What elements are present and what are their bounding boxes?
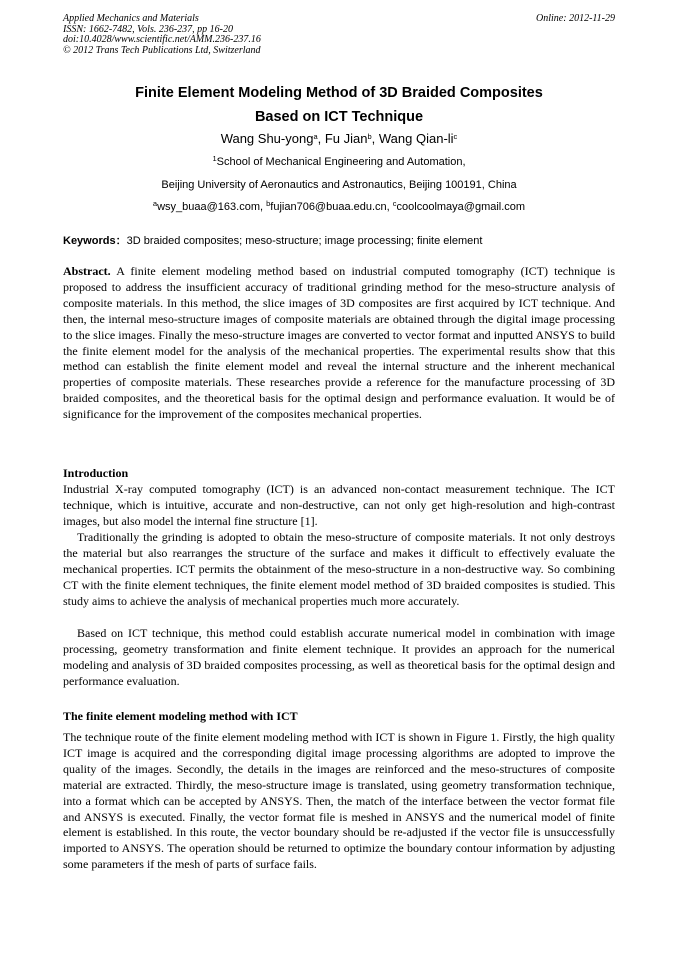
- journal-header: [63, 14, 615, 56]
- email-b-mark: b: [266, 199, 271, 208]
- affiliation-line-2: Beijing University of Aeronautics and Astronautics, Beijing 100191, China: [161, 179, 517, 191]
- author-3-mark: c: [453, 132, 458, 141]
- keywords: [63, 234, 615, 249]
- introduction-paragraph-2: Traditionally the grinding is adopted to obtain the meso-structure of composite materials. It not only destroys the material but also rearranges the structure of the surface and makes it difficult to effectively evaluate the mechanical properties. ICT permits the obtainment of the meso-structure in a non-destructive way. So combining CT with the finite element techniques, the finite element model method of 3D braided composites is studied. This study aims to achieve the analysis of mechanical properties much more accurately.: [63, 530, 615, 608]
- author-list: Wang Shu-yong$^a$, Fu Jian$^b$, Wang Qian-$li^c$: [220, 131, 458, 146]
- email-c-mark: c: [392, 199, 397, 208]
- keywords-text: 3D braided composites; meso-structure; image processing; finite element: [126, 235, 483, 247]
- online-date: Online: 2012-11-29: [536, 13, 615, 24]
- email-line: $^a$wsy_buaa@163.com, $^b$fujian706@buaa.edu.cn, $^c$coolcoolmaya@gmail.com: [152, 199, 526, 213]
- email-a[interactable]: wsy_buaa@163.com: [157, 201, 260, 213]
- introduction-paragraph-1: Industrial X-ray computed tomography (ICT) is an advanced non-contact measurement technique. The ICT technique, which is intuitive, accurate and non-destructive, can not only get high-resolution and high-contrast images, but also model the internal fine structure [1].: [63, 482, 615, 528]
- abstract-text: A finite element modeling method based on industrial computed tomography (ICT) technique is proposed to address the insufficient accuracy of traditional grinding method for the meso-structure analysis of composite materials. In this method, the slice images of 3D composites are first acquired by ICT technique. And then, the internal meso-structure images of composite materials are obtained through the digital image processing to the slice images. Finally the meso-structure images are converted to vector format and inputted ANSYS to build the finite element model for the analysis of the mechanical properties. The experimental results show that this method can establish the finite element model and reveal the internal structure and the inherent mechanical properties of composite materials. These researches provide a reference for the manufacture processing of 3D braided composites, and the theoretical basis for the optimal design and performance evaluation. It would be of significance for the improvement of the composites mechanical properties.: [63, 264, 615, 422]
- introduction-heading: Introduction: [63, 466, 129, 480]
- author-1-mark: a: [313, 132, 318, 141]
- issn-line: ISSN: 1662-7482, Vols. 236-237, pp 16-20: [63, 23, 233, 35]
- section-heading-modeling-method: The finite element modeling method with ICT: [63, 709, 298, 723]
- keywords-label: Keywords：: [63, 235, 127, 247]
- paper-title: [63, 81, 615, 129]
- title-line-1: Finite Element Modeling Method of 3D Braided Composites: [135, 85, 543, 101]
- journal-name: Applied Mechanics and Materials: [63, 13, 199, 24]
- author-1: Wang Shu-yong: [220, 131, 314, 146]
- author-2: Fu Jian: [324, 131, 368, 146]
- abstract-label: Abstract.: [63, 264, 111, 278]
- copyright-line: © 2012 Trans Tech Publications Ltd, Switzerland: [63, 44, 261, 56]
- email-b[interactable]: fujian706@buaa.edu.cn: [270, 201, 387, 213]
- affiliation-mark: 1: [212, 154, 217, 163]
- introduction-paragraph-3: Based on ICT technique, this method could establish accurate numerical model in combination with image processing, geometry transformation and finite element technique. It provides an approach for the numerical modeling and analysis of 3D braided composites processing, as well as theoretical basis for the optimal design and performance evaluation.: [63, 626, 615, 688]
- abstract: [63, 264, 615, 423]
- author-2-mark: b: [367, 132, 372, 141]
- email-a-mark: a: [152, 199, 158, 208]
- author-3: Wang Qian-li: [378, 131, 454, 146]
- doi-line: doi:10.4028/www.scientific.net/AMM.236-237.16: [63, 34, 261, 45]
- modeling-method-paragraph: The technique route of the finite element modeling method with ICT is shown in Figure 1. Firstly, the high quality ICT image is acquired and the corresponding digital image processing algorithms are adopted to improve the quality of the images. Secondly, the details in the images are reinforced and the meso-structures of composite material are extracted. Thirdly, the meso-structure image is translated, using geometry transformation technique, into a format which can be accepted by ANSYS. Then, the match of the interface between the vector format file and ANSYS is executed. Finally, the vector format file is meshed in ANSYS and the numerical model of finite element is established. In this route, the vector boundary should be re-adjusted if the vector file is unsuccessfully imported to ANSYS. The operation should be returned to optimize the boundary contour information by adjusting some parameters if the mesh of parts of surface fails.: [63, 730, 615, 872]
- affiliation-line-1: $^1$School of Mechanical Engineering and Automation,: [212, 154, 466, 168]
- title-line-2: Based on ICT Technique: [254, 109, 424, 125]
- email-c[interactable]: coolcoolmaya@gmail.com: [396, 201, 526, 213]
